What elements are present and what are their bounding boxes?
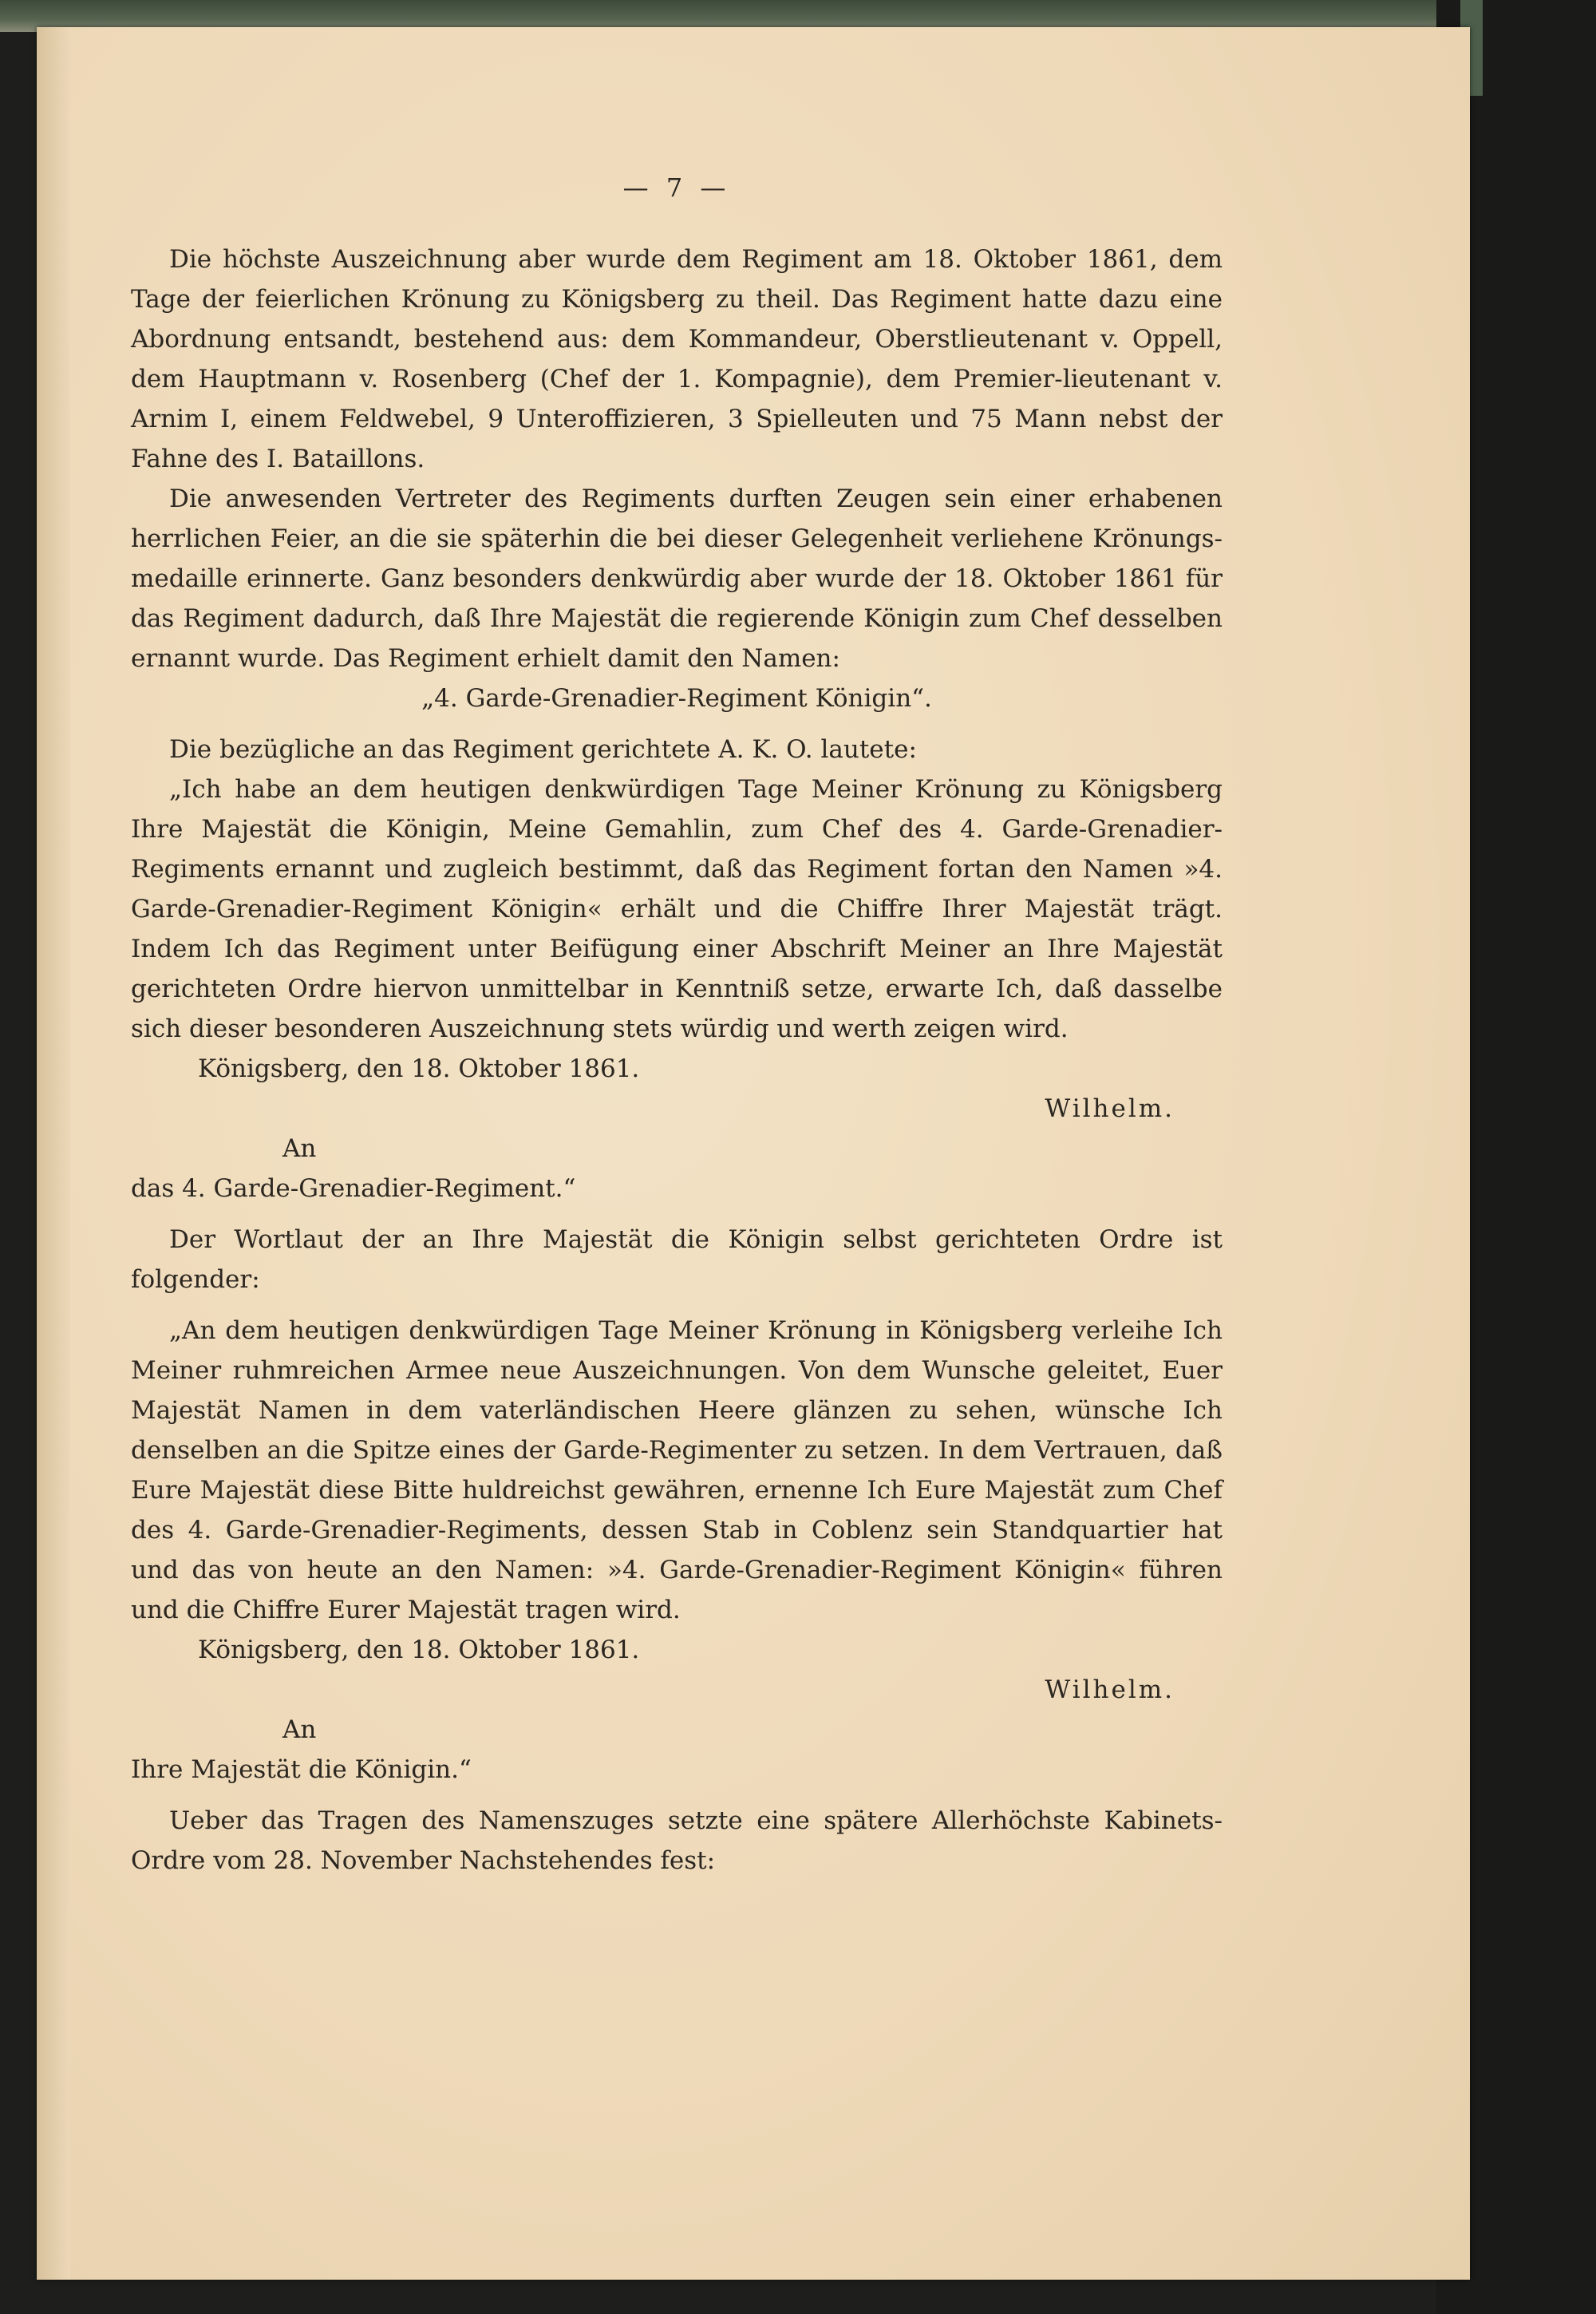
order-2-signature: Wilhelm. xyxy=(1045,1675,1175,1704)
order-2-an: An xyxy=(282,1715,317,1744)
paragraph-1: Die höchste Auszeichnung aber wurde dem Regiment am 18. Oktober 1861, dem Tage der feierlichen Krönung zu Königsberg zu theil. Das Regiment hatte dazu eine Abordnung entsandt, bestehend aus: dem Kommandeur, Oberstlieutenant v. Oppell, dem Hauptmann v. Rosenberg (Chef der 1. Kompagnie), dem Premier-lieutenant v. Arnim I, einem Feldwebel, 9 Unteroffizieren, 3 Spielleuten und 75 Mann nebst der Fahne des I. Bataillons. xyxy=(131,245,1223,473)
order-2-place-date: Königsberg, den 18. Oktober 1861. xyxy=(198,1636,640,1664)
order-1-place-date: Königsberg, den 18. Oktober 1861. xyxy=(198,1054,640,1083)
paragraph-4: Die bezügliche an das Regiment gerichtete A. K. O. lautete: xyxy=(169,735,917,764)
paragraph-8: Ueber das Tragen des Namenszuges setzte eine spätere Allerhöchste Kabinets-Ordre vom 28. November Nachstehendes fest: xyxy=(131,1806,1223,1875)
order-2-addressee: Ihre Majestät die Königin.“ xyxy=(131,1755,472,1784)
page-text xyxy=(131,168,1223,1881)
order-1-an: An xyxy=(282,1134,317,1163)
order-1-signature: Wilhelm. xyxy=(1045,1094,1175,1123)
paragraph-2: Die anwesenden Vertreter des Regiments durften Zeugen sein einer erhabenen herrlichen Feier, an die sie späterhin die bei dieser Gelegenheit verliehene Krönungs-medaille erinnerte. Ganz besonders denkwürdig aber wurde der 18. Oktober 1861 für das Regiment dadurch, daß Ihre Majestät die regierende Königin zum Chef desselben ernannt wurde. Das Regiment erhielt damit den Namen: xyxy=(131,485,1223,673)
regiment-name: „4. Garde-Grenadier-Regiment Königin“. xyxy=(421,684,932,713)
page-gutter xyxy=(37,27,70,2280)
paragraph-6: Der Wortlaut der an Ihre Majestät die Königin selbst gerichteten Ordre ist folgender: xyxy=(131,1225,1223,1294)
order-1-addressee: das 4. Garde-Grenadier-Regiment.“ xyxy=(131,1174,576,1203)
page-number: — 7 — xyxy=(622,172,731,203)
order-text-1: „Ich habe an dem heutigen denkwürdigen Tage Meiner Krönung zu Königsberg Ihre Majestät die Königin, Meine Gemahlin, zum Chef des 4. Garde-Grenadier-Regiments ernannt und zugleich bestimmt, daß das Regiment fortan den Namen »4. Garde-Grenadier-Regiment Königin« erhält und die Chiffre Ihrer Majestät trägt. Indem Ich das Regiment unter Beifügung einer Abschrift Meiner an Ihre Majestät gerichteten Ordre hiervon unmittelbar in Kenntniß setze, erwarte Ich, daß dasselbe sich dieser besonderen Auszeichnung stets würdig und werth zeigen wird. xyxy=(131,775,1223,1043)
order-text-2: „An dem heutigen denkwürdigen Tage Meiner Krönung in Königsberg verleihe Ich Meiner ruhmreichen Armee neue Auszeichnungen. Von dem Wunsche geleitet, Euer Majestät Namen in dem vaterländischen Heere glänzen zu sehen, wünsche Ich denselben an die Spitze eines der Garde-Regimenter zu setzen. In dem Vertrauen, daß Eure Majestät diese Bitte huldreichst gewähren, ernenne Ich Eure Majestät zum Chef des 4. Garde-Grenadier-Regiments, dessen Stab in Coblenz sein Standquartier hat und das von heute an den Namen: »4. Garde-Grenadier-Regiment Königin« führen und die Chiffre Eurer Majestät tragen wird. xyxy=(131,1316,1223,1624)
